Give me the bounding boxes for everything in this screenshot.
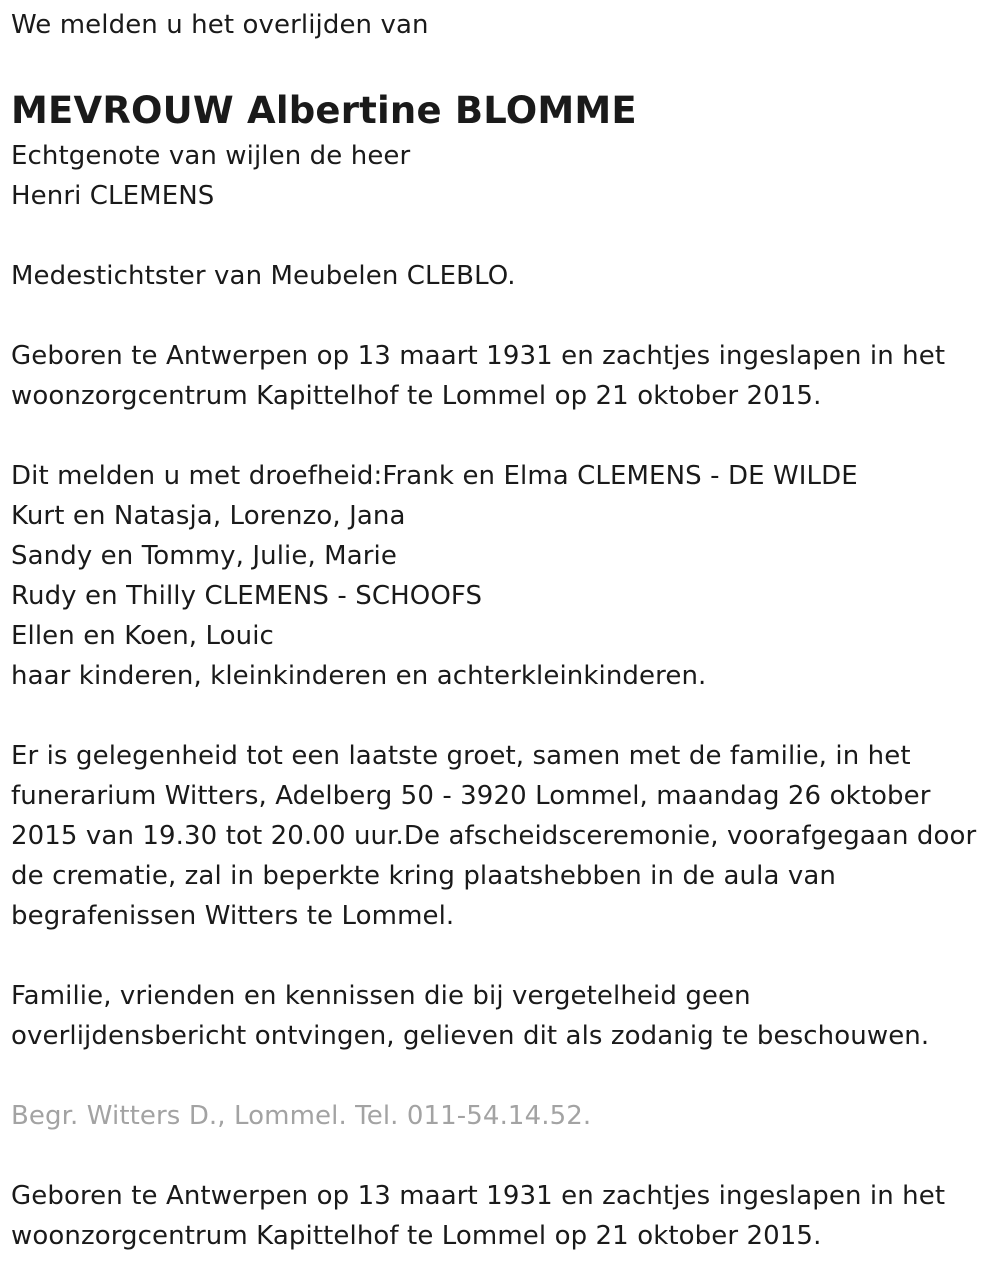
intro-text: We melden u het overlijden van	[11, 10, 429, 40]
notice-block	[11, 976, 991, 1056]
spouse-name: Henri CLEMENS	[11, 181, 215, 211]
ceremony-line: funerarium Witters, Adelberg 50 - 3920 Lommel, maandag 26 oktober	[11, 781, 931, 811]
birth-death-line: woonzorgcentrum Kapittelhof te Lommel op 21 oktober 2015.	[11, 1221, 822, 1251]
family-block	[11, 456, 991, 696]
spacer	[11, 416, 991, 456]
ceremony-line: Er is gelegenheid tot een laatste groet, samen met de familie, in het	[11, 741, 911, 771]
family-line: Sandy en Tommy, Julie, Marie	[11, 541, 397, 571]
notice-line: overlijdensbericht ontvingen, gelieven dit als zodanig te beschouwen.	[11, 1021, 930, 1051]
ceremony-line: de crematie, zal in beperkte kring plaatshebben in de aula van	[11, 861, 836, 891]
death-notice	[11, 4, 991, 1256]
family-line: Kurt en Natasja, Lorenzo, Jana	[11, 501, 406, 531]
spacer	[11, 216, 991, 256]
family-line: haar kinderen, kleinkinderen en achterkleinkinderen.	[11, 661, 707, 691]
spacer	[11, 1136, 991, 1176]
birth-death-line: woonzorgcentrum Kapittelhof te Lommel op 21 oktober 2015.	[11, 381, 822, 411]
undertaker-contact: Begr. Witters D., Lommel. Tel. 011-54.14.52.	[11, 1101, 592, 1131]
spacer	[11, 1056, 991, 1096]
spouse-block	[11, 136, 991, 216]
occupation-text: Medestichtster van Meubelen CLEBLO.	[11, 261, 516, 291]
spacer	[11, 696, 991, 736]
family-line: Ellen en Koen, Louic	[11, 621, 274, 651]
birth-death-block	[11, 336, 991, 416]
ceremony-line: 2015 van 19.30 tot 20.00 uur.De afscheidsceremonie, voorafgegaan door	[11, 821, 977, 851]
family-line: Rudy en Thilly CLEMENS - SCHOOFS	[11, 581, 483, 611]
ceremony-block	[11, 736, 991, 936]
birth-death-line: Geboren te Antwerpen op 13 maart 1931 en zachtjes ingeslapen in het	[11, 1181, 946, 1211]
spacer	[11, 296, 991, 336]
notice-line: Familie, vrienden en kennissen die bij vergetelheid geen	[11, 981, 751, 1011]
birth-death-repeat-block	[11, 1176, 991, 1256]
deceased-name: MEVROUW Albertine BLOMME	[11, 89, 637, 132]
spouse-line: Echtgenote van wijlen de heer	[11, 141, 411, 171]
family-line: Dit melden u met droefheid:Frank en Elma CLEMENS - DE WILDE	[11, 461, 858, 491]
spacer	[11, 936, 991, 976]
birth-death-line: Geboren te Antwerpen op 13 maart 1931 en zachtjes ingeslapen in het	[11, 341, 946, 371]
ceremony-line: begrafenissen Witters te Lommel.	[11, 901, 455, 931]
